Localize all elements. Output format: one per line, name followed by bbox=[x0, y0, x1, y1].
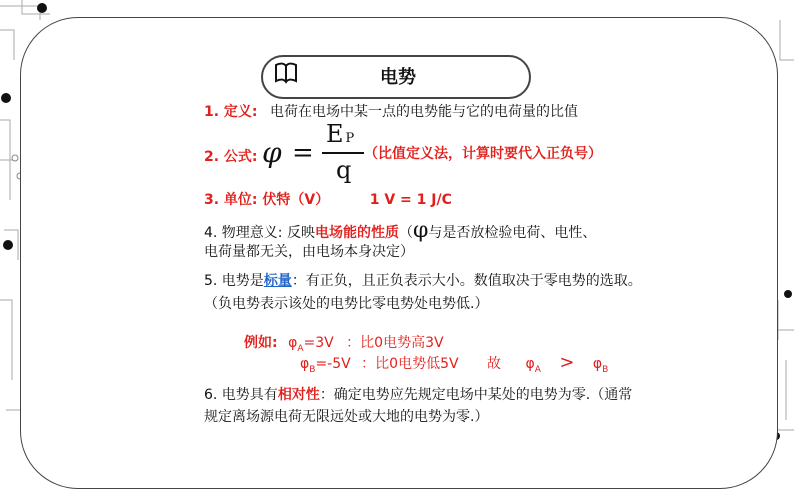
relativity-line-2: 规定离场源电荷无限远处或大地的电势为零.） bbox=[204, 409, 489, 425]
meaning-rest: 与是否放检验电荷、电性、 bbox=[428, 225, 597, 241]
example-c-phi1: φ bbox=[525, 356, 535, 372]
definition-line bbox=[204, 101, 578, 121]
formula-label-wrap bbox=[204, 146, 258, 166]
fraction-bar bbox=[322, 152, 364, 154]
example-a-text: ：比0电势高3V bbox=[346, 335, 444, 351]
example-conclusion: 故 bbox=[487, 356, 502, 372]
meaning-line-2: 电荷量都无关，由电场本身决定） bbox=[204, 244, 414, 260]
example-line-b bbox=[300, 352, 608, 373]
example-b-sub: B bbox=[309, 365, 316, 375]
unit-line bbox=[204, 189, 452, 209]
example-a-phi: φ bbox=[288, 335, 298, 351]
scalar-line-1 bbox=[204, 270, 642, 290]
example-b-text: ：比0电势低5V bbox=[361, 356, 459, 372]
relativity-prefix: 6. 电势具有 bbox=[204, 387, 278, 403]
example-line-a bbox=[244, 332, 444, 352]
formula-denominator: q bbox=[336, 156, 352, 184]
numerator-e: E bbox=[326, 120, 344, 148]
unit-label: 3. 单位: 伏特（V） bbox=[204, 192, 330, 208]
meaning-highlight: 电场能的性质 bbox=[314, 225, 399, 241]
relativity-line-1 bbox=[204, 384, 632, 404]
example-c-sub2: B bbox=[602, 365, 609, 375]
example-label: 例如: bbox=[244, 335, 278, 351]
scalar-prefix: 5. 电势是 bbox=[204, 273, 264, 289]
meaning-prefix: 4. 物理意义: 反映 bbox=[204, 225, 315, 241]
book-icon bbox=[274, 62, 298, 84]
meaning-line-1 bbox=[204, 218, 596, 243]
example-a-sub: A bbox=[297, 344, 304, 354]
relativity-rest: ：确定电势应先规定电场中某处的电势为零.（通常 bbox=[319, 387, 633, 403]
page-title: 电势 bbox=[380, 67, 416, 88]
formula-phi: φ bbox=[262, 136, 282, 169]
formula-equals: = bbox=[292, 138, 314, 168]
formula-label: 2. 公式: bbox=[204, 149, 258, 165]
numerator-sub: P bbox=[345, 131, 355, 146]
formula-note: （比值定义法，计算时要代入正负号） bbox=[364, 146, 602, 162]
definition-label: 1. 定义: bbox=[204, 104, 258, 120]
relativity-highlight: 相对性 bbox=[277, 387, 320, 403]
example-a-val: =3V bbox=[303, 335, 334, 351]
example-c-gt: > bbox=[559, 352, 575, 373]
meaning-phi: φ bbox=[412, 218, 429, 243]
unit-relation: 1 V = 1 J/C bbox=[369, 192, 452, 208]
meaning-paren: （ bbox=[398, 225, 413, 241]
definition-text: 电荷在电场中某一点的电势能与它的电荷量的比值 bbox=[270, 104, 578, 120]
scalar-highlight: 标量 bbox=[263, 273, 292, 289]
example-c-sub1: A bbox=[534, 365, 541, 375]
formula-numerator bbox=[326, 120, 354, 148]
example-b-val: =-5V bbox=[315, 356, 351, 372]
scalar-line-2: （负电势表示该处的电势比零电势处电势低.） bbox=[204, 296, 489, 312]
example-c-phi2: φ bbox=[592, 356, 603, 372]
example-b-phi: φ bbox=[300, 356, 310, 372]
scalar-rest: ：有正负，且正负表示大小。数值取决于零电势的选取。 bbox=[291, 273, 642, 289]
